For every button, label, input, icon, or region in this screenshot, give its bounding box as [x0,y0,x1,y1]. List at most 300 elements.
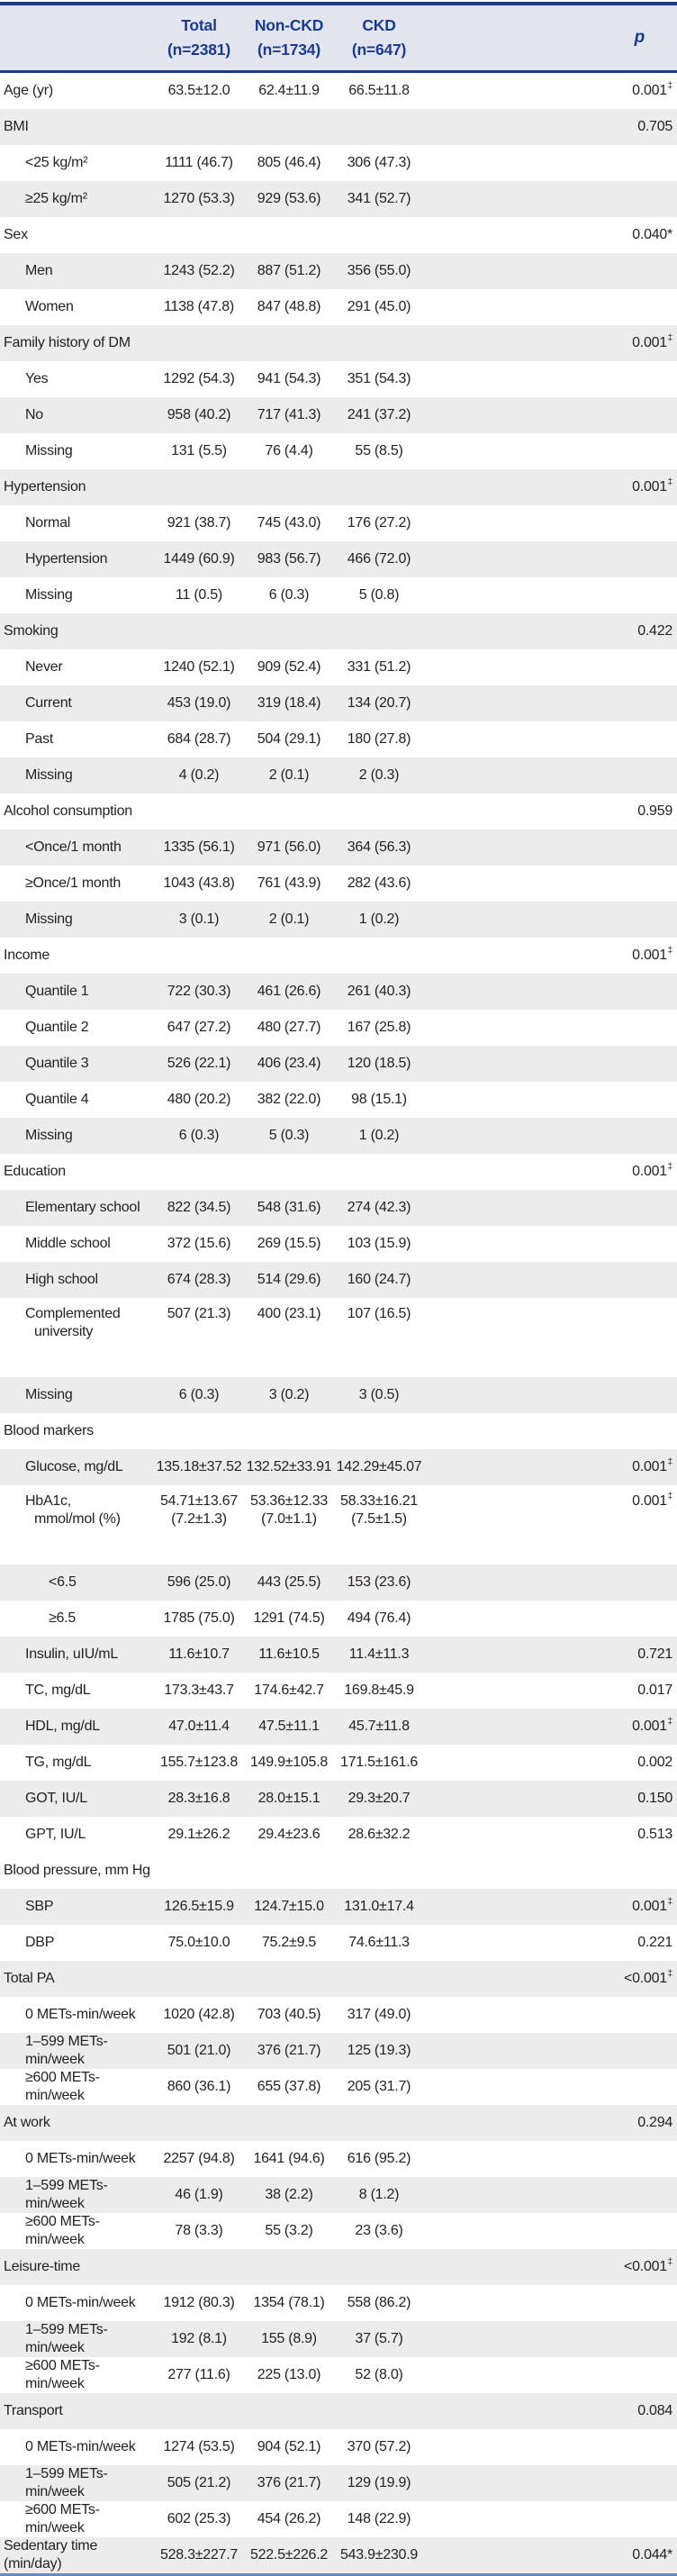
row-label: ≥Once/1 month [25,875,122,891]
cell-ckd: 11.4±11.3 [348,1646,410,1662]
table-row [0,1853,677,1889]
cell-p-value: <0.001‡ [624,2255,672,2274]
cell-total [153,613,245,649]
cell-nonckd: 461 (26.6) [257,984,321,999]
row-label: ≥600 METs-min/week [25,2070,100,2103]
cell-total: 63.5±12.0 [167,83,230,98]
table-row [0,1925,677,1961]
cell-p-value: 0.294 [637,2115,672,2130]
cell-ckd: 66.5±11.8 [348,83,410,98]
cell-total: 822 (34.5) [167,1200,231,1215]
cell-total: 1292 (54.3) [163,371,235,386]
cell-total: 528.3±227.7 [159,2547,239,2562]
cell-p-value [425,1377,677,1413]
cell-total [153,794,245,830]
cell-p-value: 0.221 [637,1935,672,1950]
cell-nonckd: 225 (13.0) [257,2367,321,2382]
table-row [0,1082,677,1118]
row-label: Quantile 2 [25,1020,89,1035]
cell-p-value [425,685,677,721]
cell-nonckd [245,2249,333,2285]
table-row [0,866,677,902]
cell-total: 860 (36.1) [167,2079,231,2094]
cell-total [153,325,245,361]
row-label: Insulin, uIU/mL [25,1646,118,1662]
table-row [0,181,677,217]
cell-nonckd: 717 (41.3) [257,407,321,422]
cell-nonckd: 174.6±42.7 [254,1683,324,1698]
cell-nonckd: 887 (51.2) [257,263,321,278]
row-label: Elementary school [25,1200,140,1215]
cell-ckd: 29.3±20.7 [348,1791,411,1806]
cell-nonckd: 2 (0.1) [268,912,310,927]
cell-p-value: 0.513 [637,1827,672,1842]
cell-ckd [333,794,425,830]
table-row [0,2141,677,2177]
cell-ckd [333,1853,425,1889]
cell-nonckd [245,1853,333,1889]
table-row [0,505,677,541]
table-row [0,433,677,469]
cell-ckd: 494 (76.4) [347,1610,411,1626]
table-row [0,1190,677,1226]
cell-ckd [333,109,425,145]
cell-ckd: 205 (31.7) [347,2079,411,2094]
cell-p-value [425,1118,677,1154]
cell-ckd [333,938,425,974]
table-row [0,902,677,938]
cell-nonckd: 454 (26.2) [257,2511,321,2526]
cell-ckd: 167 (25.8) [347,1020,411,1035]
cell-nonckd: 269 (15.5) [257,1236,321,1251]
cell-ckd: 103 (15.9) [347,1236,411,1251]
table-row [0,2393,677,2429]
cell-ckd [333,325,425,361]
cell-p-value: 0.001‡ [632,1895,672,1914]
row-label: Transport [4,2403,63,2418]
cell-total: 46 (1.9) [175,2187,223,2202]
cell-nonckd [245,1413,333,1449]
cell-p-value: 0.040* [632,227,672,242]
row-label: Missing [25,1128,73,1143]
cell-nonckd: 28.0±15.1 [257,1791,320,1806]
cell-nonckd: 149.9±105.8 [249,1755,329,1770]
table-row [0,397,677,433]
cell-p-value [425,577,677,613]
table-row [0,2177,677,2213]
header-label-corner [0,4,153,72]
cell-ckd: 241 (37.2) [347,407,411,422]
cell-ckd: 169.8±45.9 [344,1683,414,1698]
cell-p-value: 0.959 [637,803,672,819]
cell-nonckd: 38 (2.2) [265,2187,313,2202]
cell-total [153,2249,245,2285]
header-nonckd-line2: (n=1734) [257,41,320,59]
row-label: Quantile 4 [25,1092,89,1107]
cell-total: 453 (19.0) [167,695,231,711]
header-col-total [153,4,245,72]
cell-p-value: 0.150 [637,1791,672,1806]
cell-total: 28.3±16.8 [167,1791,230,1806]
table-row [0,2537,677,2575]
cell-nonckd [245,469,333,505]
cell-ckd: 356 (55.0) [347,263,411,278]
cell-total: 1138 (47.8) [164,299,234,314]
cell-ckd: 107 (16.5) [347,1306,411,1321]
cell-p-value [425,649,677,685]
table-row [0,145,677,181]
cell-ckd: 616 (95.2) [347,2151,411,2166]
cell-nonckd: 703 (40.5) [257,2007,321,2022]
cell-nonckd: 376 (21.7) [257,2043,321,2058]
cell-p-value [425,433,677,469]
cell-total: 1785 (75.0) [163,1610,235,1626]
header-total-line1: Total [181,15,217,34]
row-label: Middle school [25,1236,111,1251]
row-label: ≥600 METs-min/week [25,2358,100,2391]
cell-total [153,938,245,974]
cell-p-value: 0.001‡ [632,331,672,350]
cell-total: 155.7±123.8 [159,1755,239,1770]
row-label: ≥25 kg/m² [25,191,87,206]
cell-p-value [425,253,677,289]
cell-total: 6 (0.3) [178,1387,220,1402]
table-row [0,1118,677,1154]
header-ckd-line1: CKD [362,15,396,34]
table-row [0,1154,677,1190]
cell-ckd: 1 (0.2) [358,912,400,927]
cell-nonckd: 400 (23.1) [257,1306,321,1321]
row-label: 0 METs-min/week [25,2295,136,2310]
cell-nonckd [245,2393,333,2429]
table-row [0,757,677,794]
cell-ckd [333,2249,425,2285]
cell-ckd: 180 (27.8) [347,731,411,747]
table-row [0,217,677,253]
table-row [0,1817,677,1853]
table-row [0,1637,677,1673]
row-label: GPT, IU/L [25,1827,86,1842]
row-label: Alcohol consumption [4,803,132,819]
cell-total: 674 (28.3) [167,1272,231,1287]
cell-total: 1270 (53.3) [163,191,235,206]
row-label: Smoking [4,623,59,639]
row-label: <Once/1 month [25,839,122,855]
cell-ckd: 558 (86.2) [347,2295,411,2310]
row-label: Quantile 1 [25,984,89,999]
table-row [0,1601,677,1637]
cell-p-value: 0.001‡ [632,1160,672,1179]
cell-p-value [425,541,677,577]
row-label: TG, mg/dL [25,1755,92,1770]
cell-ckd [333,1961,425,1997]
row-label: Family history of DM [4,335,131,350]
cell-nonckd: 75.2±9.5 [261,1935,317,1950]
row-label: ≥6.5 [49,1610,77,1626]
row-label: High school [25,1272,98,1287]
cell-total: 507 (21.3) [167,1306,231,1321]
cell-p-value: 0.422 [637,623,672,639]
cell-p-value [425,181,677,217]
table-body [0,72,677,2575]
cell-p-value [425,830,677,866]
cell-p-value [425,289,677,325]
row-label: Sex [4,227,28,242]
cell-total: 684 (28.7) [167,731,231,747]
cell-ckd: 142.29±45.07 [336,1459,422,1474]
table-row [0,2033,677,2069]
cell-total: 1043 (43.8) [163,875,235,891]
table-row [0,1745,677,1781]
cell-p-value [425,1082,677,1118]
cell-ckd: 23 (3.6) [355,2223,403,2238]
cell-ckd: 341 (52.7) [347,191,411,206]
cell-p-value [425,866,677,902]
cell-p-value [425,757,677,794]
table-row [0,2357,677,2393]
cell-nonckd: 443 (25.5) [257,1574,321,1590]
cell-nonckd: 805 (46.4) [257,155,321,170]
row-label: Missing [25,912,73,927]
cell-total: 921 (38.7) [167,515,231,531]
cell-nonckd: 983 (56.7) [257,551,321,567]
cell-nonckd: 941 (54.3) [257,371,321,386]
cell-total [153,1853,245,1889]
table-row [0,1485,677,1565]
table-row [0,1565,677,1601]
cell-ckd: 58.33±16.21 (7.5±1.5) [339,1493,419,1527]
cell-p-value [425,2213,677,2249]
cell-total: 958 (40.2) [167,407,231,422]
cell-total: 1449 (60.9) [163,551,235,567]
cell-total: 596 (25.0) [167,1574,231,1590]
cell-p-value: <0.001‡ [624,1967,672,1986]
cell-nonckd: 53.36±12.33 (7.0±1.1) [249,1493,329,1527]
cell-p-value [425,2501,677,2537]
row-label: Education [4,1164,66,1179]
cell-ckd: 261 (40.3) [347,984,411,999]
row-label: Complemented university [25,1306,121,1339]
row-label: Never [25,659,63,675]
cell-p-value [425,145,677,181]
table-row [0,830,677,866]
cell-p-value: 0.001‡ [632,476,672,494]
table-row [0,685,677,721]
cell-ckd [333,1413,425,1449]
header-col-p: p [425,4,677,72]
table-row [0,974,677,1010]
table-row [0,2501,677,2537]
cell-ckd: 1 (0.2) [358,1128,400,1143]
row-label: Glucose, mg/dL [25,1459,123,1474]
header-total-line2: (n=2381) [167,41,230,59]
header-col-ckd [333,4,425,72]
table-row [0,2429,677,2465]
row-label: Leisure-time [4,2259,81,2274]
cell-p-value: 0.705 [637,119,672,134]
cell-ckd: 160 (24.7) [347,1272,411,1287]
cell-nonckd: 3 (0.2) [268,1387,310,1402]
table-row [0,1709,677,1745]
cell-total: 47.0±11.4 [168,1719,230,1734]
cell-nonckd: 62.4±11.9 [258,83,320,98]
cell-p-value: 0.001‡ [632,1490,672,1509]
table-row [0,721,677,757]
cell-total: 1020 (42.8) [163,2007,235,2022]
baseline-characteristics-table [0,2,677,2576]
cell-total: 75.0±10.0 [167,1935,230,1950]
cell-total: 602 (25.3) [167,2511,231,2526]
cell-p-value [425,1997,677,2033]
cell-ckd: 171.5±161.6 [339,1755,419,1770]
cell-p-value [425,1010,677,1046]
cell-nonckd: 548 (31.6) [257,1200,321,1215]
cell-ckd: 153 (23.6) [347,1574,411,1590]
table-row [0,469,677,505]
cell-p-value [425,2321,677,2357]
cell-ckd: 74.6±11.3 [348,1935,410,1950]
cell-p-value: 0.044* [632,2547,672,2562]
cell-p-value: 0.001‡ [632,944,672,963]
cell-nonckd: 47.5±11.1 [258,1719,320,1734]
cell-ckd: 291 (45.0) [347,299,411,314]
row-label: Current [25,695,72,711]
table-row [0,2069,677,2105]
cell-nonckd: 29.4±23.6 [257,1827,320,1842]
cell-nonckd: 761 (43.9) [257,875,321,891]
row-label: At work [4,2115,50,2130]
cell-nonckd: 319 (18.4) [257,695,321,711]
cell-p-value: 0.084 [637,2403,672,2418]
cell-total: 173.3±43.7 [164,1683,234,1698]
row-label: Missing [25,1387,73,1402]
cell-ckd: 3 (0.5) [358,1387,400,1402]
cell-total: 11.6±10.7 [168,1646,230,1662]
cell-ckd [333,469,425,505]
cell-nonckd: 55 (3.2) [265,2223,313,2238]
cell-p-value [425,2177,677,2213]
cell-total: 722 (30.3) [167,984,231,999]
row-label: Hypertension [25,551,108,567]
row-label: Past [25,731,54,747]
cell-p-value [425,1046,677,1082]
cell-nonckd: 655 (37.8) [257,2079,321,2094]
table-row [0,1781,677,1817]
cell-total: 647 (27.2) [167,1020,231,1035]
cell-total: 2257 (94.8) [163,2151,235,2166]
cell-p-value [425,2033,677,2069]
row-label: Income [4,948,50,963]
row-label: Blood pressure, mm Hg [4,1863,150,1878]
cell-total: 135.18±37.52 [156,1459,242,1474]
table-row [0,2321,677,2357]
cell-p-value [425,505,677,541]
cell-total: 1111 (46.7) [165,155,233,170]
cell-ckd [333,2393,425,2429]
table-row [0,361,677,397]
row-label: Men [25,263,53,278]
header-nonckd-line1: Non-CKD [254,15,324,34]
cell-nonckd [245,109,333,145]
cell-total: 505 (21.2) [167,2475,231,2490]
cell-total [153,469,245,505]
row-label: SBP [25,1899,54,1914]
table-row [0,72,677,110]
row-label: ≥600 METs-min/week [25,2502,100,2535]
table-row [0,325,677,361]
row-label: <25 kg/m² [25,155,88,170]
cell-p-value [425,2429,677,2465]
cell-ckd: 364 (56.3) [347,839,411,855]
cell-p-value [425,1298,677,1377]
row-label: TC, mg/dL [25,1683,91,1698]
table-header [0,4,677,72]
cell-p-value [425,1413,677,1449]
cell-ckd: 351 (54.3) [347,371,411,386]
cell-nonckd: 480 (27.7) [257,1020,321,1035]
cell-total: 526 (22.1) [167,1056,231,1071]
row-label: Missing [25,443,73,458]
table-row [0,2465,677,2501]
table-row [0,1377,677,1413]
table-row [0,794,677,830]
cell-nonckd: 382 (22.0) [257,1092,321,1107]
cell-total: 1274 (53.5) [163,2439,235,2454]
cell-p-value [425,1226,677,1262]
table-row [0,1449,677,1485]
row-label: Total PA [4,1971,55,1986]
cell-ckd: 55 (8.5) [355,443,403,458]
row-label: No [25,407,43,422]
header-ckd-line2: (n=647) [351,41,407,59]
table-row [0,938,677,974]
cell-total: 78 (3.3) [175,2223,223,2238]
cell-total: 1335 (56.1) [163,839,235,855]
row-label: Yes [25,371,49,386]
cell-ckd: 306 (47.3) [347,155,411,170]
table-row [0,1413,677,1449]
cell-total: 131 (5.5) [171,443,227,458]
cell-total [153,1961,245,1997]
cell-ckd: 282 (43.6) [347,875,411,891]
cell-total: 192 (8.1) [171,2331,227,2346]
row-label: 0 METs-min/week [25,2439,136,2454]
row-label: Women [25,299,74,314]
cell-total: 372 (15.6) [167,1236,231,1251]
cell-total [153,1413,245,1449]
row-label: <6.5 [49,1574,77,1590]
row-label: 1–599 METs-min/week [25,2466,108,2499]
cell-nonckd: 76 (4.4) [265,443,313,458]
cell-nonckd [245,1154,333,1190]
cell-p-value [425,1262,677,1298]
cell-nonckd: 406 (23.4) [257,1056,321,1071]
cell-total: 4 (0.2) [178,767,220,783]
cell-ckd: 131.0±17.4 [344,1899,414,1914]
table-row [0,109,677,145]
cell-nonckd: 6 (0.3) [268,587,310,603]
row-label: Missing [25,767,73,783]
row-label: HbA1c, mmol/mol (%) [25,1493,121,1527]
cell-p-value: 0.001‡ [632,1715,672,1734]
cell-p-value: 0.002 [637,1755,672,1770]
row-label: 1–599 METs-min/week [25,2034,108,2067]
cell-nonckd: 514 (29.6) [257,1272,321,1287]
cell-nonckd [245,794,333,830]
cell-total: 54.71±13.67 (7.2±1.3) [159,1493,239,1527]
cell-nonckd: 522.5±226.2 [249,2547,329,2562]
cell-p-value: 0.001‡ [632,1456,672,1474]
